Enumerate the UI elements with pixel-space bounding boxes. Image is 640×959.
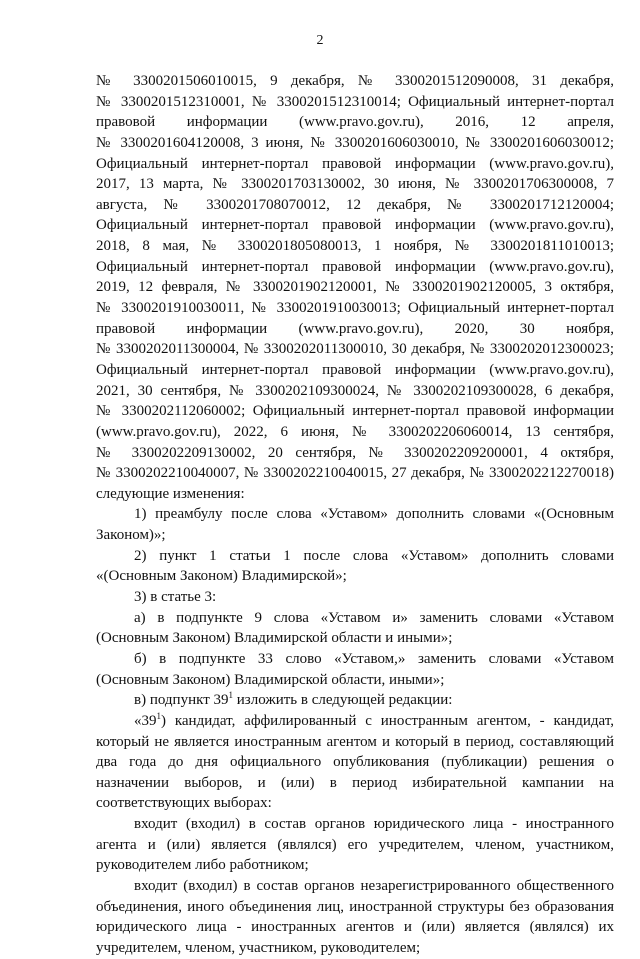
text-line: [96, 133, 614, 154]
text-line: [96, 835, 614, 856]
page-number: 2: [316, 33, 324, 48]
text-line-content: в) подпункт 39: [134, 692, 229, 709]
text-line: [96, 236, 614, 257]
text-line: [96, 443, 614, 464]
text-line: [96, 319, 614, 340]
text-line-content: № 3300201604120008, 3 июня, № 3300201606030010, № 3300201606030012;: [96, 134, 614, 151]
text-line: [96, 793, 614, 814]
superscript: 1: [228, 690, 234, 701]
text-line-content: 2017, 13 марта, № 3300201703130002, 30 июня, № 3300201706300008, 7: [96, 176, 614, 193]
text-line: [96, 732, 614, 753]
text-line-content: Официальный интернет-портал правовой информации (www.pravo.gov.ru),: [96, 155, 614, 172]
text-line-content: 2) пункт 1 статьи 1 после слова «Уставом» дополнить словами: [134, 547, 614, 564]
text-line: [96, 298, 614, 319]
text-line: [96, 339, 614, 360]
text-line-content: Законом)»;: [96, 527, 166, 544]
text-line-content: 2018, 8 мая, № 3300201805080013, 1 ноября, № 3300201811010013;: [96, 238, 614, 255]
text-line: [96, 855, 614, 876]
text-line-content: учредителем, членом, участником, руководителем;: [96, 939, 421, 956]
text-line: [96, 917, 614, 938]
text-line: [96, 670, 614, 691]
text-line-content: (www.pravo.gov.ru), 2022, 6 июня, № 3300202206060014, 13 сентября,: [96, 423, 614, 440]
text-line-content: который не является иностранным агентом и который в период, составляющий: [96, 733, 614, 750]
text-line-content: № 3300201910030011, № 3300201910030013; Официальный интернет-портал: [96, 300, 614, 317]
text-line-content: 3) в статье 3:: [134, 589, 217, 606]
text-line-content: Официальный интернет-портал правовой информации (www.pravo.gov.ru),: [96, 258, 614, 275]
text-line: [96, 112, 614, 133]
text-line-content: 1) преамбулу после слова «Уставом» дополнить словами «(Основным: [134, 506, 614, 523]
text-line-content: (Основным Законом) Владимирской области и иными»;: [96, 630, 453, 647]
text-line-content: (Основным Законом) Владимирской области, иными»;: [96, 671, 445, 688]
superscript: 1: [156, 710, 161, 721]
text-line-content: б) в подпункте 33 слово «Уставом,» заменить словами «Уставом: [134, 650, 614, 667]
text-line: [96, 401, 614, 422]
text-line: [96, 566, 614, 587]
text-line: [96, 773, 614, 794]
text-line-content: юридического лица - иностранных агентов и (или) является (являлся) их: [96, 919, 614, 936]
text-line: [96, 92, 614, 113]
text-line: [96, 381, 614, 402]
text-line: [96, 711, 614, 732]
text-line-content: следующие изменения:: [96, 485, 245, 502]
text-line-content: два года до дня официального опубликования (публикации) решения о: [96, 754, 614, 771]
text-line-continuation: ) кандидат, аффилированный с иностранным агентом, - кандидат,: [161, 712, 614, 729]
text-line-content: руководителем либо работником;: [96, 857, 309, 874]
text-line: [96, 897, 614, 918]
text-line: [96, 71, 614, 92]
text-line-content: № 3300202209130002, 20 сентября, № 3300202209200001, 4 октября,: [96, 444, 614, 461]
text-line-continuation: изложить в следующей редакции:: [233, 692, 453, 709]
text-line-content: правовой информации (www.pravo.gov.ru), 2016, 12 апреля,: [96, 114, 614, 131]
text-line-content: № 3300202210040007, № 3300202210040015, 27 декабря, № 3300202212270018): [96, 465, 614, 482]
text-line: [96, 546, 614, 567]
text-line: [96, 174, 614, 195]
document-body: [96, 71, 614, 959]
text-line: [96, 257, 614, 278]
text-line-content: 2021, 30 сентября, № 3300202109300024, № 3300202109300028, 6 декабря,: [96, 382, 614, 399]
text-line-content: № 3300202112060002; Официальный интернет-портал правовой информации: [96, 403, 614, 420]
text-line: [96, 628, 614, 649]
text-line: [96, 525, 614, 546]
text-line-content: «(Основным Законом) Владимирской»;: [96, 568, 347, 585]
text-line-content: Официальный интернет-портал правовой информации (www.pravo.gov.ru),: [96, 361, 614, 378]
text-line-content: правовой информации (www.pravo.gov.ru), 2020, 30 ноября,: [96, 320, 614, 337]
text-line: [96, 752, 614, 773]
text-line-content: «39: [134, 712, 157, 729]
text-line-content: назначении выборов, и (или) в период избирательной кампании на: [96, 774, 614, 791]
text-line-content: объединения, иного объединения лиц, иностранной структуры без образования: [96, 898, 614, 915]
text-line: [96, 154, 614, 175]
text-line-content: входит (входил) в состав органов юридического лица - иностранного: [134, 816, 614, 833]
text-line: [96, 876, 614, 897]
text-line: [96, 277, 614, 298]
text-line: [96, 938, 614, 959]
text-line-content: августа, № 3300201708070012, 12 декабря, № 3300201712120004;: [96, 196, 614, 213]
text-line: [96, 484, 614, 505]
text-line: [96, 649, 614, 670]
text-line: [96, 608, 614, 629]
text-line-content: 2019, 12 февраля, № 3300201902120001, № 3300201902120005, 3 октября,: [96, 279, 614, 296]
text-line: [96, 587, 614, 608]
text-line: [96, 690, 614, 711]
text-line-content: агента и (или) является (являлся) его учредителем, членом, участником,: [96, 836, 614, 853]
text-line: [96, 814, 614, 835]
text-line-content: № 3300201506010015, 9 декабря, № 3300201512090008, 31 декабря,: [96, 73, 614, 89]
text-line: [96, 215, 614, 236]
text-line-content: а) в подпункте 9 слова «Уставом и» заменить словами «Уставом: [134, 609, 614, 626]
text-line: [96, 195, 614, 216]
text-line-content: Официальный интернет-портал правовой информации (www.pravo.gov.ru),: [96, 217, 614, 234]
text-line-content: соответствующих выборах:: [96, 795, 272, 812]
text-line: [96, 422, 614, 443]
text-line-content: № 3300201512310001, № 3300201512310014; Официальный интернет-портал: [96, 93, 614, 110]
text-line-content: входит (входил) в состав органов незарегистрированного общественного: [134, 877, 614, 894]
text-line-content: № 3300202011300004, № 3300202011300010, 30 декабря, № 3300202012300023;: [96, 341, 614, 358]
text-line: [96, 504, 614, 525]
text-line: [96, 463, 614, 484]
text-line: [96, 360, 614, 381]
